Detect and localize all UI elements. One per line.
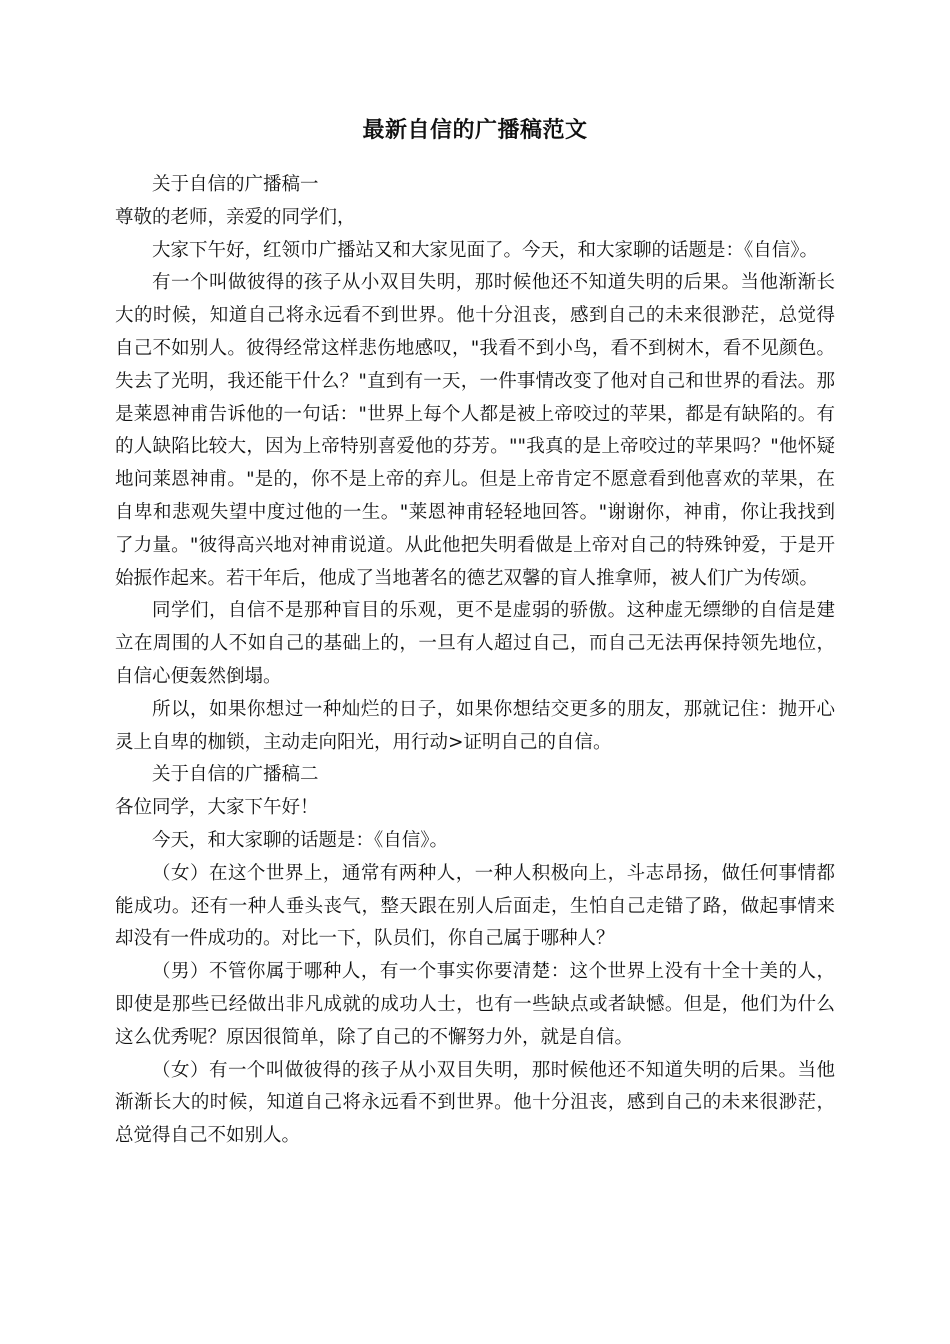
body-paragraph: （女）在这个世界上，通常有两种人，一种人积极向上，斗志昂扬，做任何事情都能成功。还有一种人垂头丧气，整天跟在别人后面走，生怕自己走错了路，做起事情来却没有一件成功的。对比一下，队员们，你自己属于哪种人？ [115, 862, 835, 950]
section-heading-1: 关于自信的广播稿一 [152, 174, 319, 195]
body-paragraph: （女）有一个叫做彼得的孩子从小双目失明，那时候他还不知道失明的后果。当他渐渐长大的时候，知道自己将永远看不到世界。他十分沮丧，感到自己的未来很渺茫，总觉得自己不如别人。 [115, 1059, 835, 1147]
body-paragraph: 有一个叫做彼得的孩子从小双目失明，那时候他还不知道失明的后果。当他渐渐长大的时候，知道自己将永远看不到世界。他十分沮丧，感到自己的未来很渺茫，总觉得自己不如别人。彼得经常这样悲伤地感叹，"我看不到小鸟，看不到树木，看不见颜色。失去了光明，我还能干什么？"直到有一天，一件事情改变了他对自己和世界的看法。那是莱恩神甫告诉他的一句话："世界上每个人都是被上帝咬过的苹果，都是有缺陷的。有的人缺陷比较大，因为上帝特别喜爱他的芬芳。""我真的是上帝咬过的苹果吗？"他怀疑地问莱恩神甫。"是的，你不是上帝的弃儿。但是上帝肯定不愿意看到他喜欢的苹果，在自卑和悲观失望中度过他的一生。"莱恩神甫轻轻地回答。"谢谢你，神甫，你让我找到了力量。"彼得高兴地对神甫说道。从此他把失明看做是上帝对自己的特殊钟爱，于是开始振作起来。若干年后，他成了当地著名的德艺双馨的盲人推拿师，被人们广为传颂。 [115, 272, 835, 589]
body-paragraph: 同学们，自信不是那种盲目的乐观，更不是虚弱的骄傲。这种虚无缥缈的自信是建立在周围的人不如自己的基础上的，一旦有人超过自己，而自己无法再保持领先地位，自信心便轰然倒塌。 [115, 600, 835, 687]
body-paragraph: （男）不管你属于哪种人，有一个事实你要清楚：这个世界上没有十全十美的人，即使是那些已经做出非凡成就的成功人士，也有一些缺点或者缺憾。但是，他们为什么这么优秀呢？原因很简单，除了自己的不懈努力外，就是自信。 [115, 961, 835, 1048]
salutation-1: 尊敬的老师，亲爱的同学们， [115, 206, 356, 228]
document-page [115, 108, 835, 1153]
section-heading-2: 关于自信的广播稿二 [152, 764, 319, 786]
body-paragraph: 今天，和大家聊的话题是：《自信》。 [152, 829, 449, 851]
body-paragraph: 所以，如果你想过一种灿烂的日子，如果你想结交更多的朋友，那就记住：抛开心灵上自卑的枷锁，主动走向阳光，用行动>证明自己的自信。 [115, 698, 835, 753]
body-paragraph: 大家下午好，红领巾广播站又和大家见面了。今天，和大家聊的话题是：《自信》。 [152, 239, 819, 261]
salutation-2: 各位同学，大家下午好！ [115, 797, 319, 819]
document-title: 最新自信的广播稿范文 [362, 118, 588, 143]
